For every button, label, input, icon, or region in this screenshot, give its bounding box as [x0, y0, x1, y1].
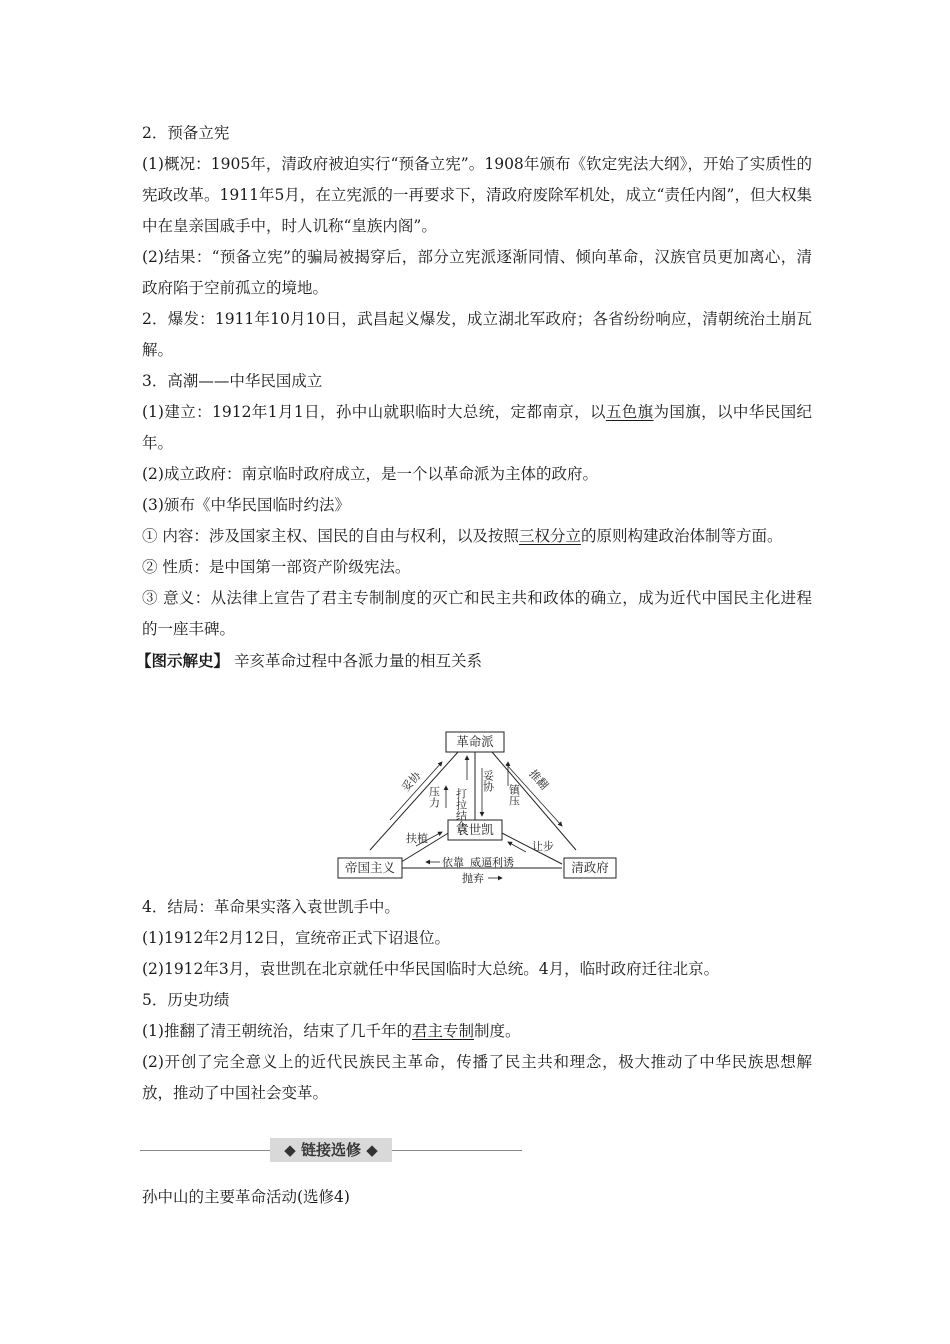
link-section-body: [142, 1182, 812, 1213]
paragraph: (1)概况：1905年，清政府被迫实行“预备立宪”。1908年颁布《钦定宪法大纲》，开始了实质性的宪政改革。1911年5月，在立宪派的一再要求下，清政府废除军机处，成立“责任内阁”，但大权集中在皇亲国戚手中，时人讥称“皇族内阁”。: [142, 155, 812, 235]
paragraph: (1)建立：1912年1月1日，孙中山就职临时大总统，定都南京，以五色旗为国旗，以中华民国纪年。: [142, 403, 812, 452]
document-body-continued: [142, 892, 812, 1109]
label-tuoxie-center: 妥协: [481, 770, 495, 792]
node-imperialism: 帝国主义: [344, 860, 396, 875]
paragraph: (2)成立政府：南京临时政府成立，是一个以革命派为主体的政府。: [142, 465, 598, 483]
paragraph: (1)1912年2月12日，宣统帝正式下诏退位。: [142, 929, 450, 947]
section-heading: 5．历史功绩: [142, 991, 230, 1009]
node-qing-government: 清政府: [571, 860, 609, 875]
paragraph: (3)颁布《中华民国临时约法》: [142, 496, 350, 514]
paragraph: ③ 意义：从法律上宣告了君主专制制度的灭亡和民主共和政体的确立，成为近代中国民主化进程的一座丰碑。: [142, 589, 812, 638]
section-heading: 4．结局：革命果实落入袁世凯手中。: [142, 898, 400, 916]
node-revolutionaries: 革命派: [456, 734, 494, 749]
label-paoqi: 抛弃: [462, 872, 484, 885]
node-yuan-shikai: 袁世凯: [456, 822, 494, 837]
section-heading: 2．预备立宪: [142, 124, 230, 142]
label-yikao: 依靠: [442, 856, 464, 869]
underlined-term: 君主专制: [411, 1022, 474, 1040]
label-rangbu: 让步: [532, 840, 554, 853]
paragraph: ① 内容：涉及国家主权、国民的自由与权利，以及按照三权分立的原则构建政治体制等方面。: [142, 527, 783, 545]
label-dala: 打拉结合: [454, 788, 468, 832]
diagram-caption: 【图示解史】 辛亥革命过程中各派力量的相互关系: [136, 651, 482, 670]
underlined-term: 五色旗: [605, 403, 654, 421]
section-heading: 3．高潮——中华民国成立: [142, 372, 323, 390]
relationship-diagram: [330, 728, 620, 886]
divider-line: [140, 1150, 270, 1151]
label-zhenya: 镇压: [507, 784, 521, 806]
underlined-term: 三权分立: [518, 527, 581, 545]
link-section-bar: [140, 1138, 522, 1162]
document-body: [136, 118, 812, 677]
divider-line: [392, 1150, 522, 1151]
paragraph: (2)开创了完全意义上的近代民族民主革命，传播了民主共和理念，极大推动了中华民族思想解放，推动了中国社会变革。: [142, 1053, 812, 1102]
label-weibi: 威逼利诱: [470, 856, 514, 869]
link-subtitle: 孙中山的主要革命活动(选修4): [142, 1188, 350, 1206]
label-tuoxie-left: 妥协: [399, 769, 424, 795]
label-yali: 压力: [427, 786, 441, 808]
link-section-tag: ◆ 链接选修 ◆: [270, 1138, 392, 1162]
paragraph: (2)1912年3月，袁世凯在北京就任中华民国临时大总统。4月，临时政府迁往北京。: [142, 960, 720, 978]
label-fuzhi: 扶植: [406, 832, 428, 845]
label-tuifan: 推翻: [526, 767, 551, 793]
paragraph: (1)推翻了清王朝统治，结束了几千年的君主专制制度。: [142, 1022, 521, 1040]
paragraph: (2)结果：“预备立宪”的骗局被揭穿后，部分立宪派逐渐同情、倾向革命，汉族官员更加离心，清政府陷于空前孤立的境地。: [142, 248, 812, 297]
section-heading: 2．爆发：1911年10月10日，武昌起义爆发，成立湖北军政府；各省纷纷响应，清朝统治土崩瓦解。: [142, 310, 812, 359]
paragraph: ② 性质：是中国第一部资产阶级宪法。: [142, 558, 411, 576]
